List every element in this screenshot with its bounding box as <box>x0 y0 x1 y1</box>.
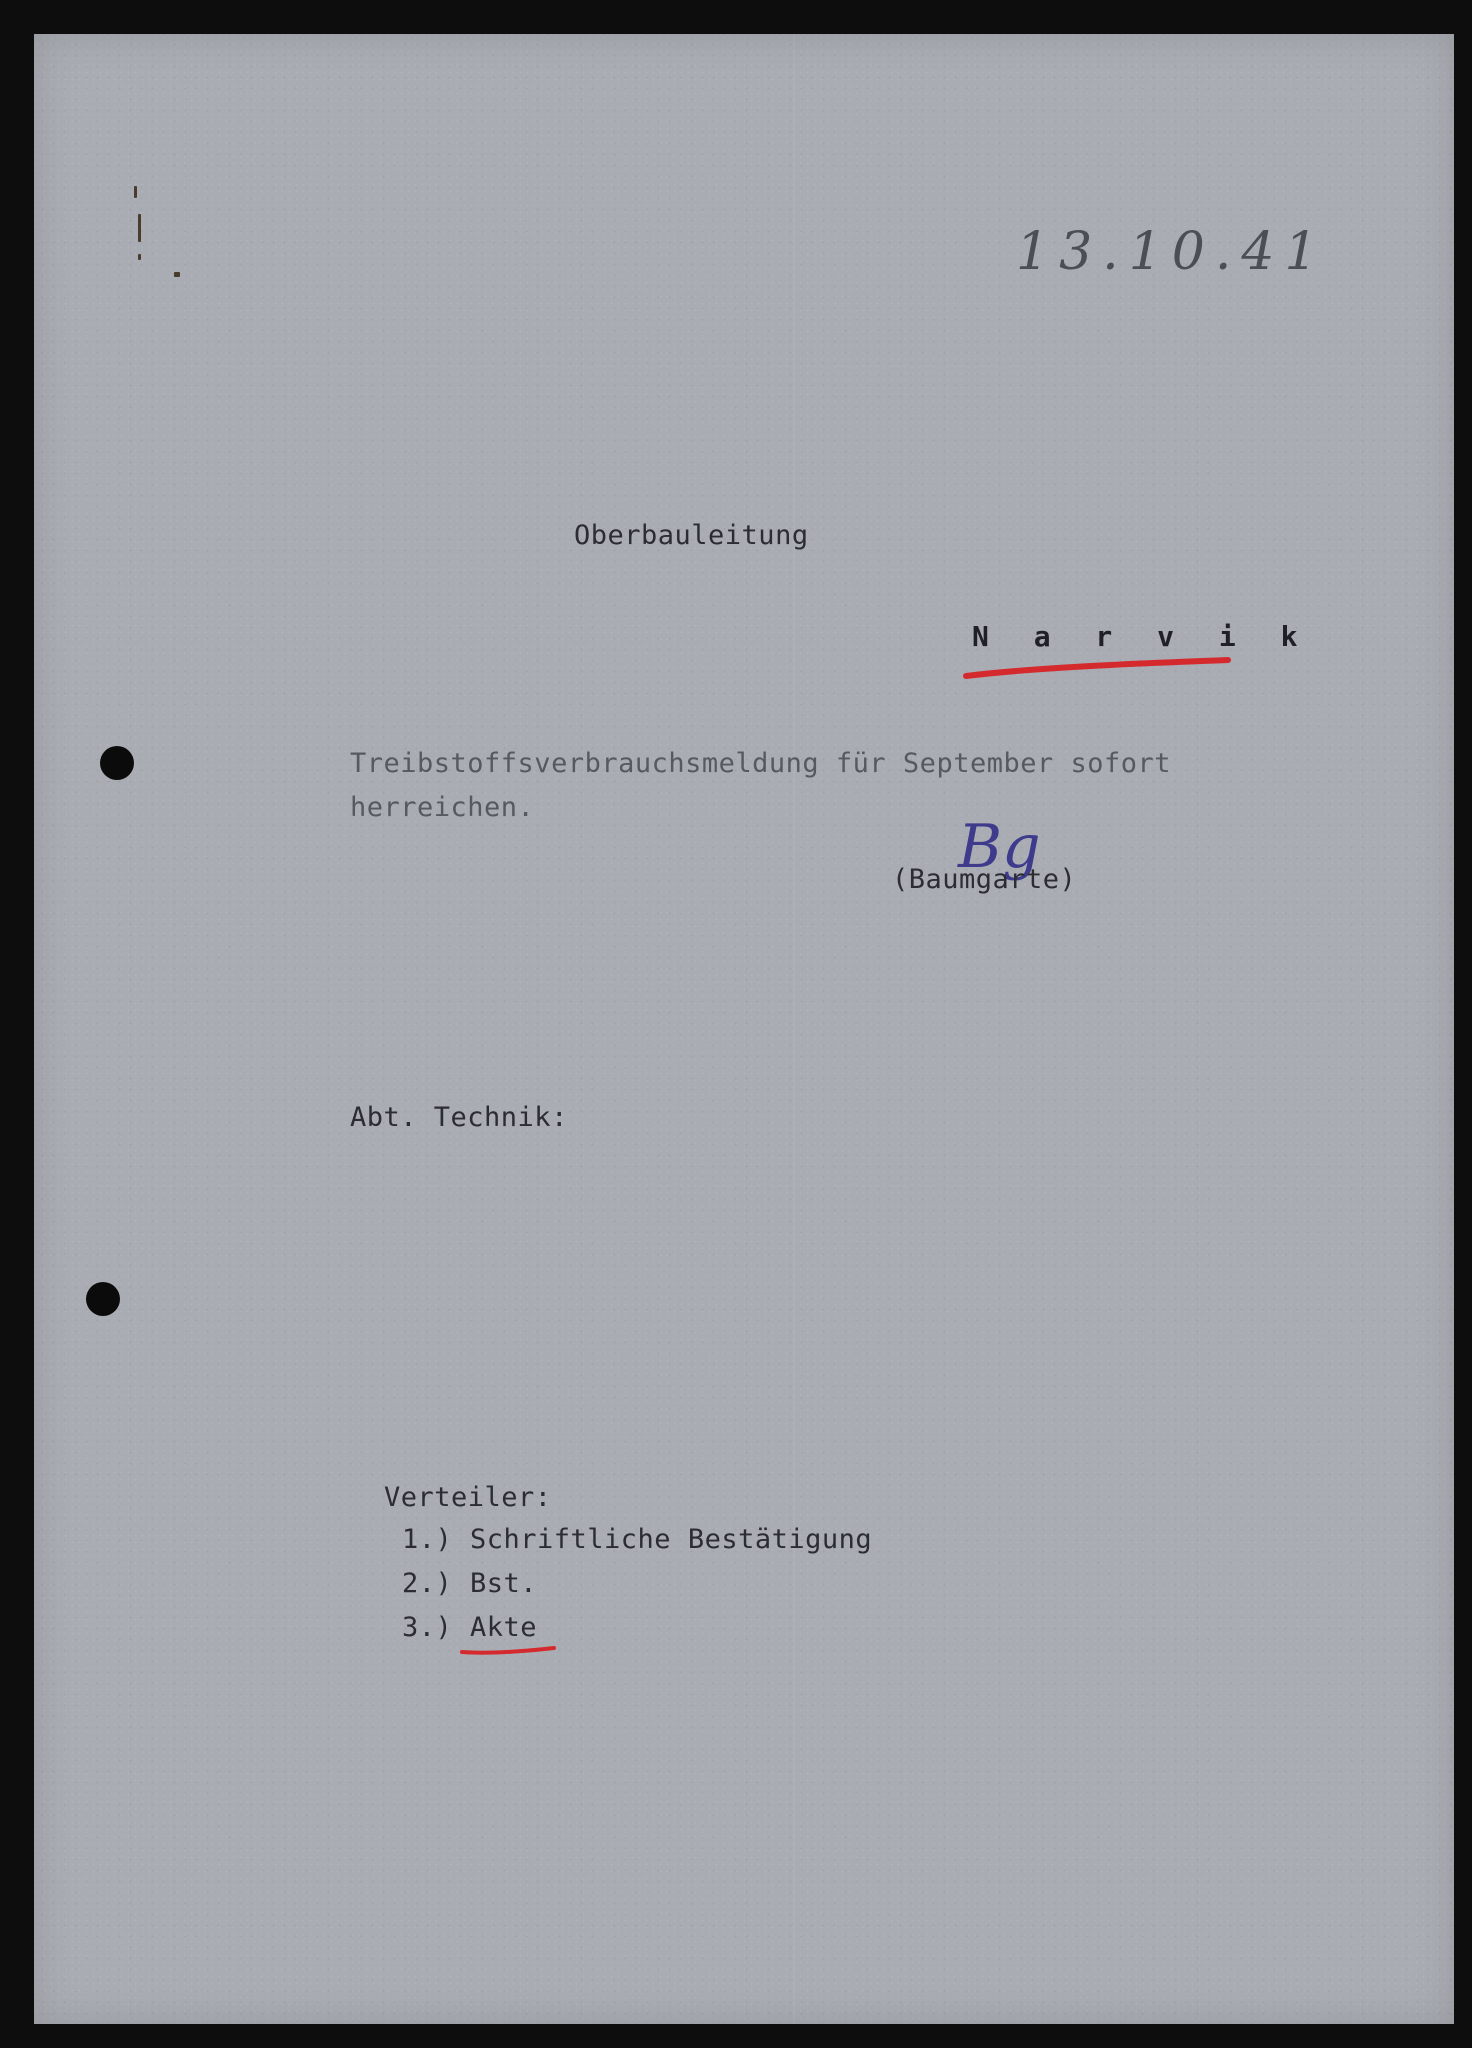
signature-name: (Baumgarte) <box>892 864 1077 895</box>
distribution-item-3-text: Akte <box>470 1612 538 1643</box>
red-underline-akte <box>458 1640 558 1660</box>
distribution-item-1-number: 1.) <box>402 1524 453 1555</box>
recipient-city: N a r v i k <box>972 620 1312 653</box>
department-label: Abt. Technik: <box>350 1102 568 1133</box>
distribution-item-1-text: Schriftliche Bestätigung <box>470 1524 873 1555</box>
body-line-1: Treibstoffsverbrauchsmeldung für September sofort <box>350 748 1172 779</box>
distribution-heading: Verteiler: <box>384 1482 552 1513</box>
red-underline-narvik <box>962 654 1232 684</box>
punch-hole-lower <box>86 1282 120 1316</box>
punch-hole-upper <box>100 746 134 780</box>
signature-initials: Bg <box>958 812 1041 882</box>
distribution-item-2-text: Bst. <box>470 1568 538 1599</box>
recipient-office: Oberbauleitung <box>574 520 809 551</box>
distribution-item-2-number: 2.) <box>402 1568 453 1599</box>
body-line-2: herreichen. <box>350 792 535 823</box>
distribution-item-3-number: 3.) <box>402 1612 453 1643</box>
paper-crease <box>794 34 795 2024</box>
handwritten-date: 13.10.41 <box>1016 222 1328 282</box>
document-page <box>34 34 1454 2024</box>
